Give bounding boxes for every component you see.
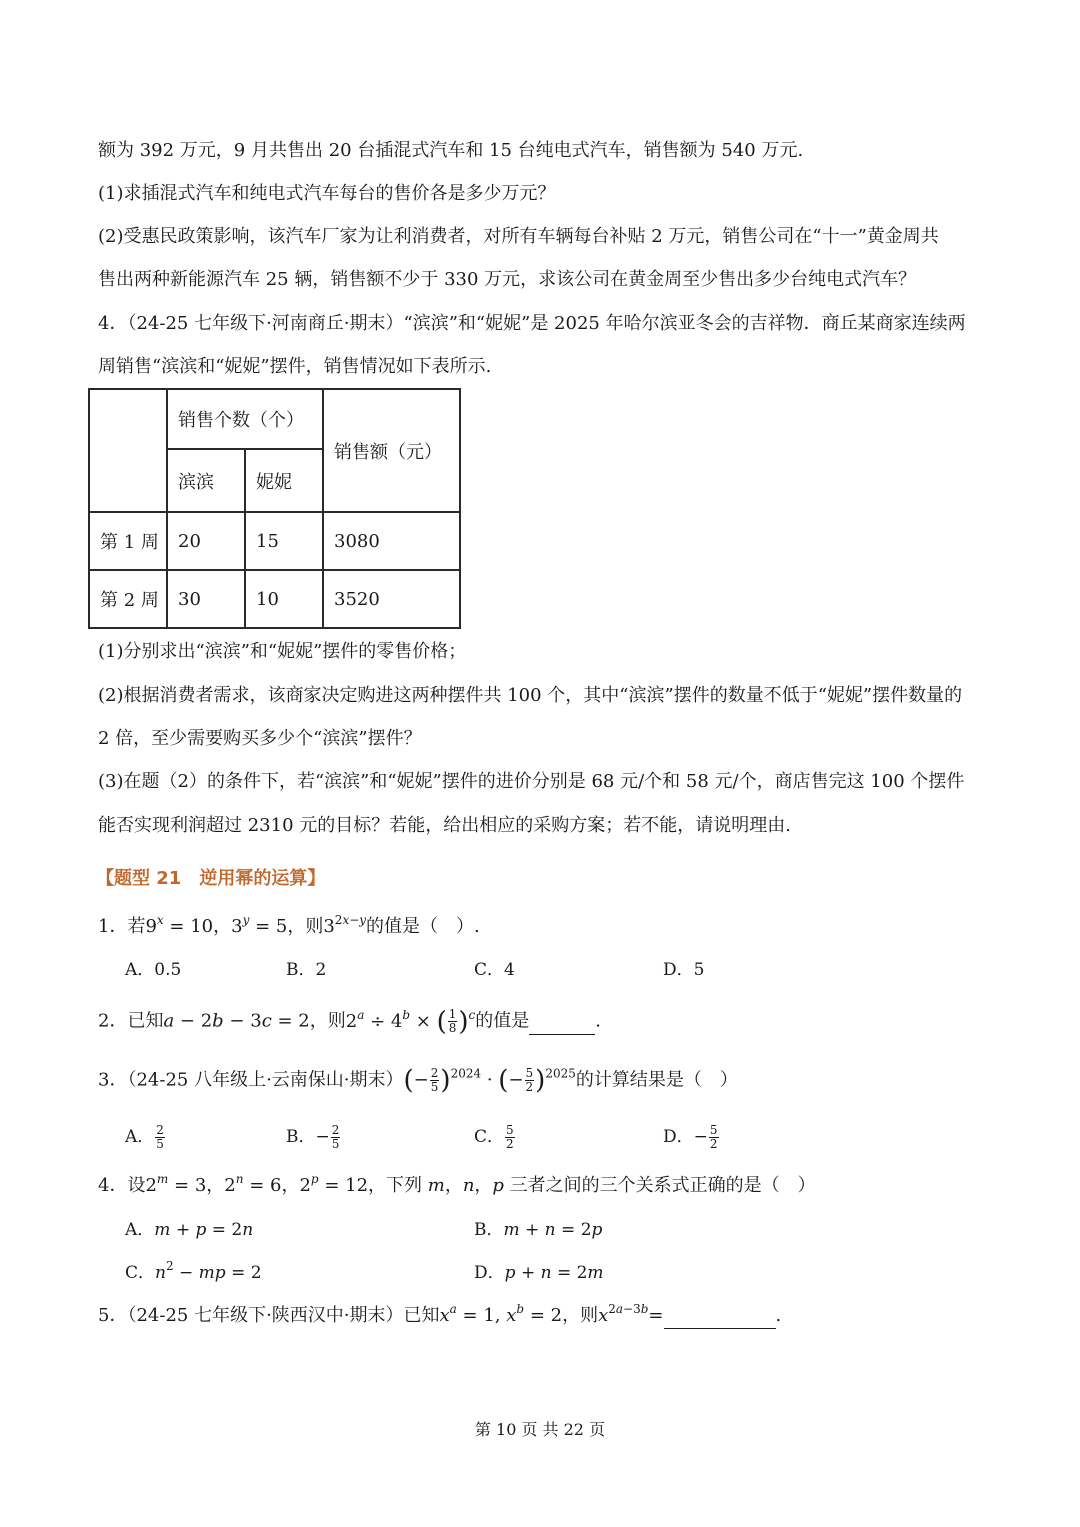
math-expr: a − 2b − 3c = 2 [163, 1010, 310, 1032]
math-expr: $9^x = 10$ [145, 913, 214, 937]
question-4: 4．设$2^m = 3$，$2^n = 6$，$2^p = 12$，下列 m，n，p 三者之间的三个关系式正确的是（ ） [98, 1172, 816, 1196]
problem4-question-3-line-1: (3)在题（2）的条件下，若“滨滨”和“妮妮”摆件的进价分别是 68 元/个和 58 元/个，商店售完这 100 个摆件 [98, 771, 965, 792]
question-5: 5．（24-25 七年级下·陕西汉中·期末）已知$x^a = 1$, $x^b = 2$，则$x^{2a-3b}=$ . [98, 1304, 781, 1329]
problem4-line-1: 4．（24-25 七年级下·河南商丘·期末）“滨滨”和“妮妮”是 2025 年哈尔滨亚冬会的吉祥物．商丘某商家连续两 [98, 313, 966, 334]
table-subheader-nini: 妮妮 [245, 449, 323, 512]
table-row [89, 570, 460, 628]
cell-nini-count: 10 [245, 570, 323, 628]
intro-question-1: (1)求插混式汽车和纯电式汽车每台的售价各是多少万元？ [98, 183, 556, 204]
math-expr: $3^y = 5$ [231, 913, 288, 937]
problem4-line-2: 周销售“滨滨和“妮妮”摆件，销售情况如下表所示. [98, 356, 492, 377]
option-b: B．− $\frac{2}{5}$ [286, 1123, 340, 1151]
intro-question-2-line-1: (2)受惠民政策影响，该汽车厂家为让利消费者，对所有车辆每台补贴 2 万元，销售公司在“十一”黄金周共 [98, 226, 939, 247]
page-footer: 第 10 页 共 22 页 [474, 1420, 606, 1439]
table-row [89, 512, 460, 570]
problem4-question-2-line-1: (2)根据消费者需求，该商家决定购进这两种摆件共 100 个，其中“滨滨”摆件的数量不低于“妮妮”摆件数量的 [98, 685, 963, 706]
cell-nini-count: 15 [245, 512, 323, 570]
row-label: 第 1 周 [89, 512, 167, 570]
question-2: 2．已知a − 2b − 3c = 2，则$2^a \div 4^b$ × ( $\frac{1}{8}$ )$^c$的值是 . [98, 1006, 601, 1037]
table-header-amount: 销售额（元） [323, 389, 460, 512]
option-b: B．m + n = 2p [474, 1220, 603, 1240]
table-corner-cell [89, 389, 167, 512]
answer-blank[interactable] [529, 1010, 595, 1035]
option-d: D．− $\frac{5}{2}$ [663, 1123, 718, 1151]
math-expr: $2^m = 3$，$2^n = 6$，$2^p = 12$ [145, 1172, 369, 1196]
option-c: C．$n^2$ − mp = 2 [125, 1259, 262, 1283]
option-d: D．p + n = 2m [474, 1263, 604, 1283]
option-c: C．4 [474, 960, 515, 980]
question-3: 3．（24-25 八年级上·云南保山·期末）(− $\frac{2}{5}$ )$^{2024}$ · (− $\frac{5}{2}$ )$^{2025}$的计算结果是（ ） [98, 1065, 738, 1096]
problem4-question-3-line-2: 能否实现利润超过 2310 元的目标？若能，给出相应的采购方案；若不能，请说明理由. [98, 815, 791, 836]
math-expr: $3^{2x-y}$ [323, 913, 367, 937]
row-label: 第 2 周 [89, 570, 167, 628]
table-subheader-binbin: 滨滨 [167, 449, 245, 512]
math-expr: $x^a = 1$, $x^b = 2$ [439, 1302, 563, 1326]
option-a: A． $\frac{2}{5}$ [125, 1123, 164, 1151]
math-expr: m，n，p [422, 1175, 510, 1196]
option-c: C． $\frac{5}{2}$ [474, 1123, 514, 1151]
cell-amount: 3520 [323, 570, 460, 628]
cell-binbin-count: 20 [167, 512, 245, 570]
option-a: A．0.5 [125, 960, 182, 980]
sales-table [88, 388, 461, 629]
problem4-question-2-line-2: 2 倍，至少需要购买多少个“滨滨”摆件？ [98, 728, 422, 749]
table-header-count: 销售个数（个） [167, 389, 323, 449]
cell-binbin-count: 30 [167, 570, 245, 628]
intro-question-2-line-2: 售出两种新能源汽车 25 辆，销售额不少于 330 万元，求该公司在黄金周至少售出多少台纯电式汽车？ [98, 269, 917, 290]
option-b: B．2 [286, 960, 327, 980]
answer-blank[interactable] [664, 1304, 776, 1329]
section-heading: 【题型 21 逆用幂的运算】 [96, 868, 326, 889]
intro-line-1: 额为 392 万元，9 月共售出 20 台插混式汽车和 15 台纯电式汽车，销售额为 540 万元. [98, 140, 804, 161]
math-expr: $2^a \div 4^b$ × ( $\frac{1}{8}$ )$^c$ [345, 1006, 476, 1037]
cell-amount: 3080 [323, 512, 460, 570]
question-1: 1．若$9^x = 10$，$3^y = 5$，则$3^{2x-y}$的值是（ ）. [98, 913, 480, 937]
option-d: D．5 [663, 960, 705, 980]
option-a: A．m + p = 2n [125, 1220, 254, 1240]
math-expr: $x^{2a-3b}$ [598, 1302, 649, 1326]
problem4-question-1: (1)分别求出“滨滨”和“妮妮”摆件的零售价格； [98, 641, 467, 662]
